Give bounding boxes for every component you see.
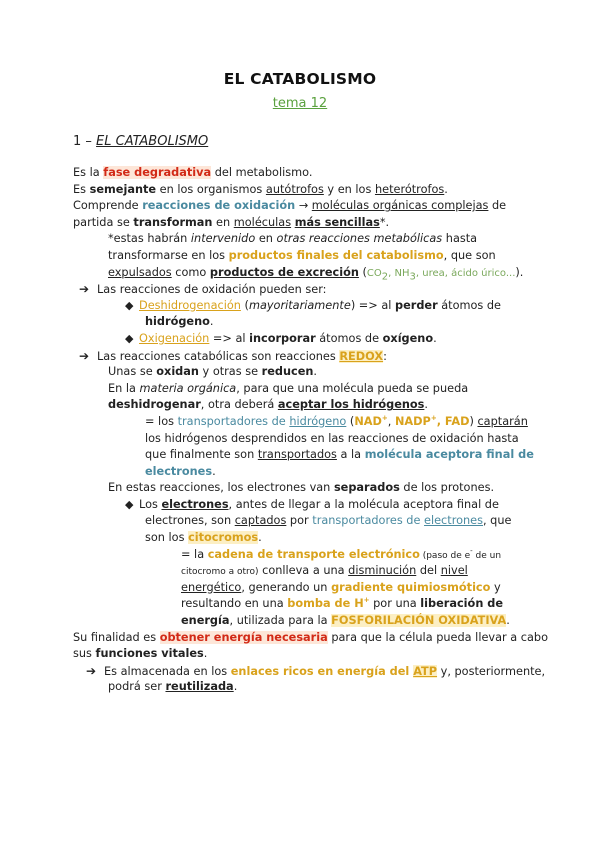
list-item: ◆ Oxigenación => al incorporar átomos de oxígeno. xyxy=(73,331,528,348)
text-line: los hidrógenos desprendidos en las reacciones de oxidación hasta xyxy=(145,431,519,445)
text-line: sus funciones vitales. xyxy=(73,647,208,661)
text-line: = los transportadores de hidrógeno (NAD+, NADP+, FAD) captarán xyxy=(145,414,528,428)
text-line: citocromo a otro) conlleva a una disminución del nivel xyxy=(181,564,468,578)
text-line: resultando en una bomba de H+ por una liberación de xyxy=(181,596,504,611)
text-line: Comprende reacciones de oxidación → moléculas orgánicas complejas de xyxy=(73,199,507,213)
text-line: Su finalidad es obtener energía necesaria para que la célula pueda llevar a cabo xyxy=(73,630,548,644)
text-line: *estas habrán intervenido en otras reacciones metabólicas hasta xyxy=(108,232,478,246)
list-item: ➔ Es almacenada en los enlaces ricos en energía del ATP y, posteriormente, xyxy=(86,663,546,678)
text-line: son los citocromos. xyxy=(145,531,262,545)
list-item: ➔ Las reacciones catabólicas son reacciones REDOX: xyxy=(79,348,387,363)
text-line: que finalmente son transportados a la molécula aceptora final de xyxy=(145,448,534,462)
document-body xyxy=(73,165,548,696)
text-line: expulsados como productos de excreción ($CO_2$, $NH_3$, urea, ácido úrico...). xyxy=(108,265,524,282)
list-item: ◆ Deshidrogenación (mayoritariamente) => al perder átomos de xyxy=(73,298,528,315)
list-item: ➔ Las reacciones de oxidación pueden ser: xyxy=(79,282,327,297)
text-line: Unas se oxidan y otras se reducen. xyxy=(108,365,317,379)
text-line: electrones. xyxy=(145,464,216,478)
text-line: = la cadena de transporte electrónico (paso de e- de un xyxy=(181,546,502,561)
text-line: Es semejante en los organismos autótrofos y en los heterótrofos. xyxy=(73,182,448,196)
text-line: transformarse en los productos finales del catabolismo, que son xyxy=(108,248,496,262)
document-subtitle: tema 12 xyxy=(272,96,328,111)
section-heading: 1 – EL CATABOLISMO xyxy=(73,134,209,149)
text-line: deshidrogenar, otra deberá aceptar los hidrógenos. xyxy=(108,398,428,412)
diamond-bullet-icon: ◆ xyxy=(125,331,134,345)
arrow-bullet-icon: ➔ xyxy=(79,282,90,297)
text-line: En la materia orgánica, para que una molécula pueda se pueda xyxy=(108,381,469,395)
text-line: En estas reacciones, los electrones van separados de los protones. xyxy=(108,481,495,495)
text-line: podrá ser reutilizada. xyxy=(108,680,238,694)
text-line: electrones, son captados por transportadores de electrones, que xyxy=(145,514,512,528)
arrow-bullet-icon: ➔ xyxy=(79,348,90,363)
text-line: hidrógeno. xyxy=(145,315,214,329)
document-title: EL CATABOLISMO xyxy=(223,70,377,88)
diamond-bullet-icon: ◆ xyxy=(125,497,134,511)
diamond-bullet-icon: ◆ xyxy=(125,298,134,312)
arrow-bullet-icon: ➔ xyxy=(86,663,97,678)
text-line: energético, generando un gradiente quimiosmótico y xyxy=(181,580,501,594)
list-item: ◆ Los electrones, antes de llegar a la molécula aceptora final de xyxy=(73,497,528,514)
text-line: Es la fase degradativa del metabolismo. xyxy=(73,166,313,179)
text-line: partida se transforman en moléculas más sencillas*. xyxy=(73,215,390,229)
text-line: energía, utilizada para la FOSFORILACIÓN OXIDATIVA. xyxy=(181,614,510,628)
